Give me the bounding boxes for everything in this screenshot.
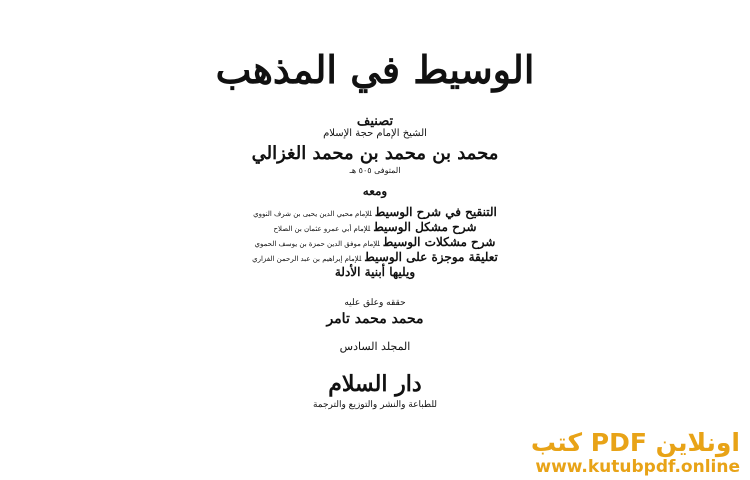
work-title: شرح مشكل الوسيط	[374, 220, 477, 234]
work-title: ويليها أبنية الأدلة	[334, 265, 416, 279]
watermark-title: كتب PDF اونلاين	[530, 428, 740, 457]
book-title: الوسيط في المذهب	[215, 47, 535, 92]
volume-number: المجلد السادس	[339, 340, 411, 353]
accompanying-works-list	[0, 203, 750, 278]
list-item	[0, 203, 750, 218]
publisher-tagline: للطباعة والنشر والتوزيع والترجمة	[312, 400, 438, 410]
work-title: شرح مشكلات الوسيط	[383, 235, 496, 249]
work-author: للإمام أبي عمرو عثمان بن الصلاح	[273, 225, 371, 233]
list-item	[0, 218, 750, 233]
author-death-date: المتوفى ٥٠٥ هـ	[349, 166, 401, 175]
author-honorific: الشيخ الإمام حجة الإسلام	[323, 128, 427, 139]
work-author: للإمام إبراهيم بن عبد الرحمن الفزاري	[252, 255, 362, 263]
work-title: تعليقة موجزة على الوسيط	[365, 250, 498, 264]
list-item	[0, 233, 750, 248]
work-author: للإمام محيي الدين يحيى بن شرف النووي	[253, 210, 372, 218]
list-item	[0, 248, 750, 263]
publisher-name: دار السلام	[328, 371, 422, 397]
accompanying-works-label: ومعه	[362, 184, 388, 198]
work-title: التنقيح في شرح الوسيط	[375, 205, 497, 219]
author-name: محمد بن محمد بن محمد الغزالي	[251, 143, 499, 164]
watermark-url: www.kutubpdf.online	[535, 457, 740, 477]
list-item	[0, 263, 750, 278]
editor-name: محمد محمد تامر	[326, 311, 424, 327]
editor-label: حققه وعلق عليه	[344, 298, 406, 308]
work-author: للإمام موفق الدين حمزة بن يوسف الحموي	[254, 240, 380, 248]
authored-by-label: تصنيف	[356, 114, 394, 129]
